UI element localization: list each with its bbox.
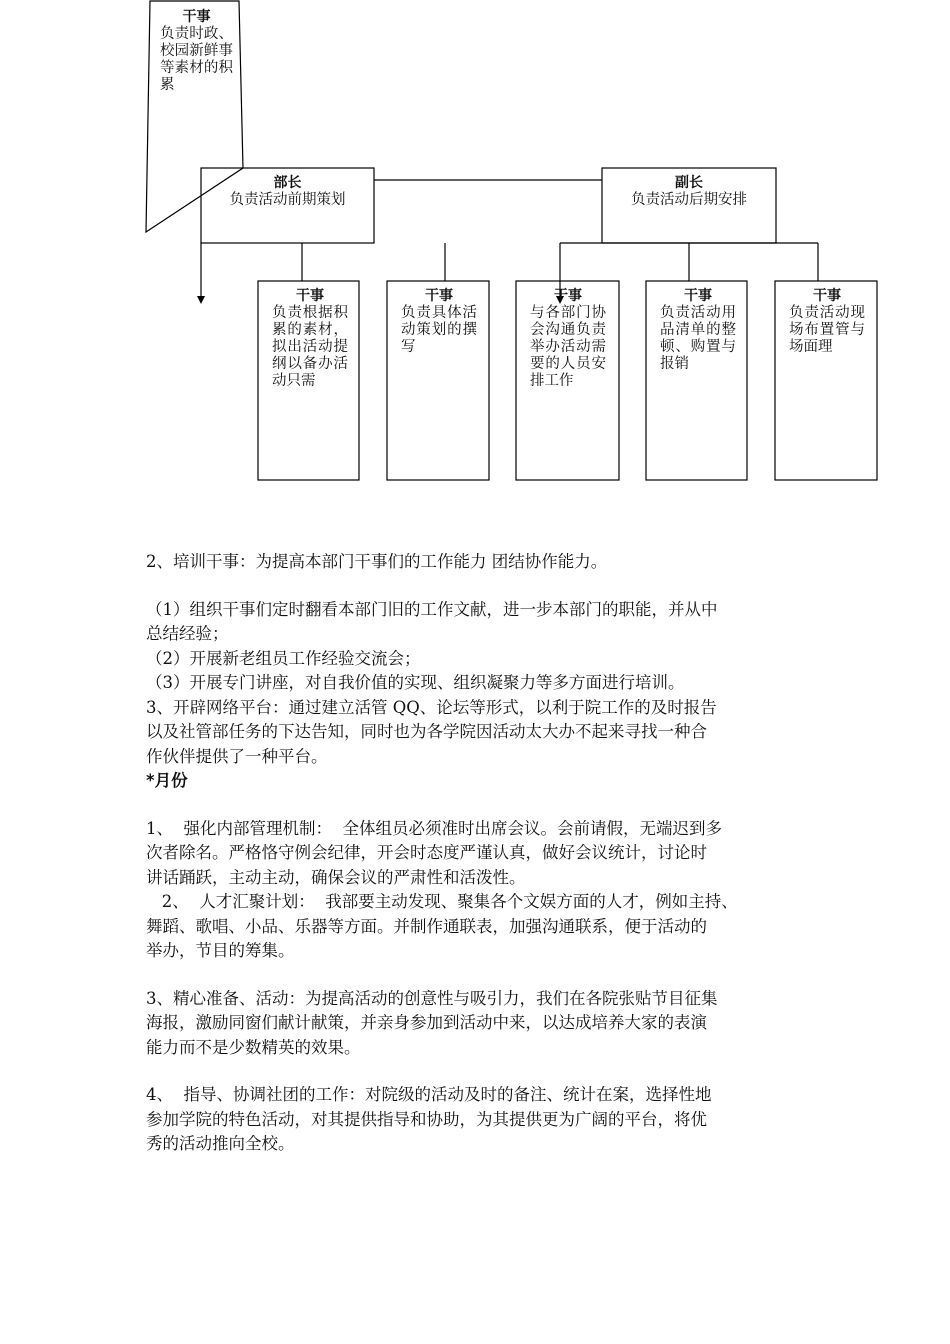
staff-text-5 [789,288,865,356]
plan-1-line-b: 次者除名。严格恪守例会纪律，开会时态度严谨认真，做好会议统计，讨论时 [146,843,707,862]
staff-text-2 [401,288,477,356]
plan-4-line-b: 参加学院的特色活动，对其提供指导和协助，为其提供更为广阔的平台，将优 [146,1109,707,1129]
top-staff-text [160,9,233,94]
plan-4-line-a: 4、 指导、协调社团的工作：对院级的活动及时的备注、统计在案，选择性地 [146,1085,712,1104]
arrow-head-left [197,296,205,304]
paragraph-network-c: 作伙伴提供了一种平台。 [146,746,328,766]
staff-title-1: 干事 [296,288,324,304]
staff-desc-1: 负责根据积累的素材，拟出活动提纲以备办活动只需 [272,305,348,389]
plan-3-line-c: 能力而不是少数精英的效果。 [146,1037,361,1057]
staff-title-3: 干事 [554,288,582,304]
plan-4-line-c: 秀的活动推向全校。 [146,1134,295,1153]
minister-title: 部长 [273,175,302,191]
paragraph-network-b: 以及社管部任务的下达告知，同时也为各学院因活动太大办不起来寻找一种合 [146,722,707,741]
plan-1-line-a: 1、 强化内部管理机制： 全体组员必须准时出席会议。会前请假，无端迟到多 [146,818,722,838]
staff-desc-2: 负责具体活动策划的撰写 [401,305,477,355]
plan-3-line-b: 海报，激励同窗们献计献策，并亲身参加到活动中来，以达成培养大家的表演 [146,1013,707,1032]
paragraph-training: 2、培训干事：为提高本部门干事们的工作能力 团结协作能力。 [146,552,608,571]
staff-desc-4: 负责活动用品清单的整顿、购置与报销 [660,305,736,372]
paragraph-item-1a: （1）组织干事们定时翻看本部门旧的工作文献，进一步本部门的职能，并从中 [146,599,718,619]
staff-text-4 [660,288,736,373]
staff-title-2: 干事 [425,288,453,304]
plan-2-line-c: 举办，节目的筹集。 [146,941,295,960]
org-chart [0,0,950,500]
paragraph-item-3: （3）开展专门讲座，对自我价值的实现、组织凝聚力等多方面进行培训。 [146,673,685,692]
vice-minister-text [602,175,776,209]
staff-text-3 [530,288,606,390]
top-staff-title: 干事 [182,9,211,25]
staff-desc-5: 负责活动现场布置管与场面理 [789,305,865,355]
paragraph-network-a: 3、开辟网络平台：通过建立活管 QQ、论坛等形式，以利于院工作的及时报告 [146,697,717,717]
staff-desc-3: 与各部门协会沟通负责举办活动需要的人员安排工作 [530,305,606,389]
staff-title-4: 干事 [684,288,712,304]
staff-title-5: 干事 [813,288,841,304]
minister-text [201,175,374,209]
paragraph-item-1b: 总结经验； [146,624,229,643]
top-staff-desc: 负责时政、校园新鲜事等素材的积累 [160,26,233,93]
plan-3-line-a: 3、精心准备、活动：为提高活动的创意性与吸引力，我们在各院张贴节目征集 [146,988,718,1008]
vice-minister-title: 副长 [675,175,703,191]
plan-2-line-b: 舞蹈、歌唱、小品、乐器等方面。并制作通联表，加强沟通联系，便于活动的 [146,916,707,936]
staff-text-1 [272,288,348,390]
plan-1-line-c: 讲话踊跃，主动主动，确保会议的严肃性和活泼性。 [146,867,526,887]
paragraph-item-2: （2）开展新老组员工作经验交流会； [146,648,421,668]
month-heading: *月份 [146,771,188,790]
plan-2-line-a: 2、 人才汇聚计划： 我部要主动发现、聚集各个文娱方面的人才，例如主持、 [146,892,738,911]
document-body [146,550,826,1157]
vice-minister-desc: 负责活动后期安排 [631,192,747,208]
minister-desc: 负责活动前期策划 [229,192,346,208]
